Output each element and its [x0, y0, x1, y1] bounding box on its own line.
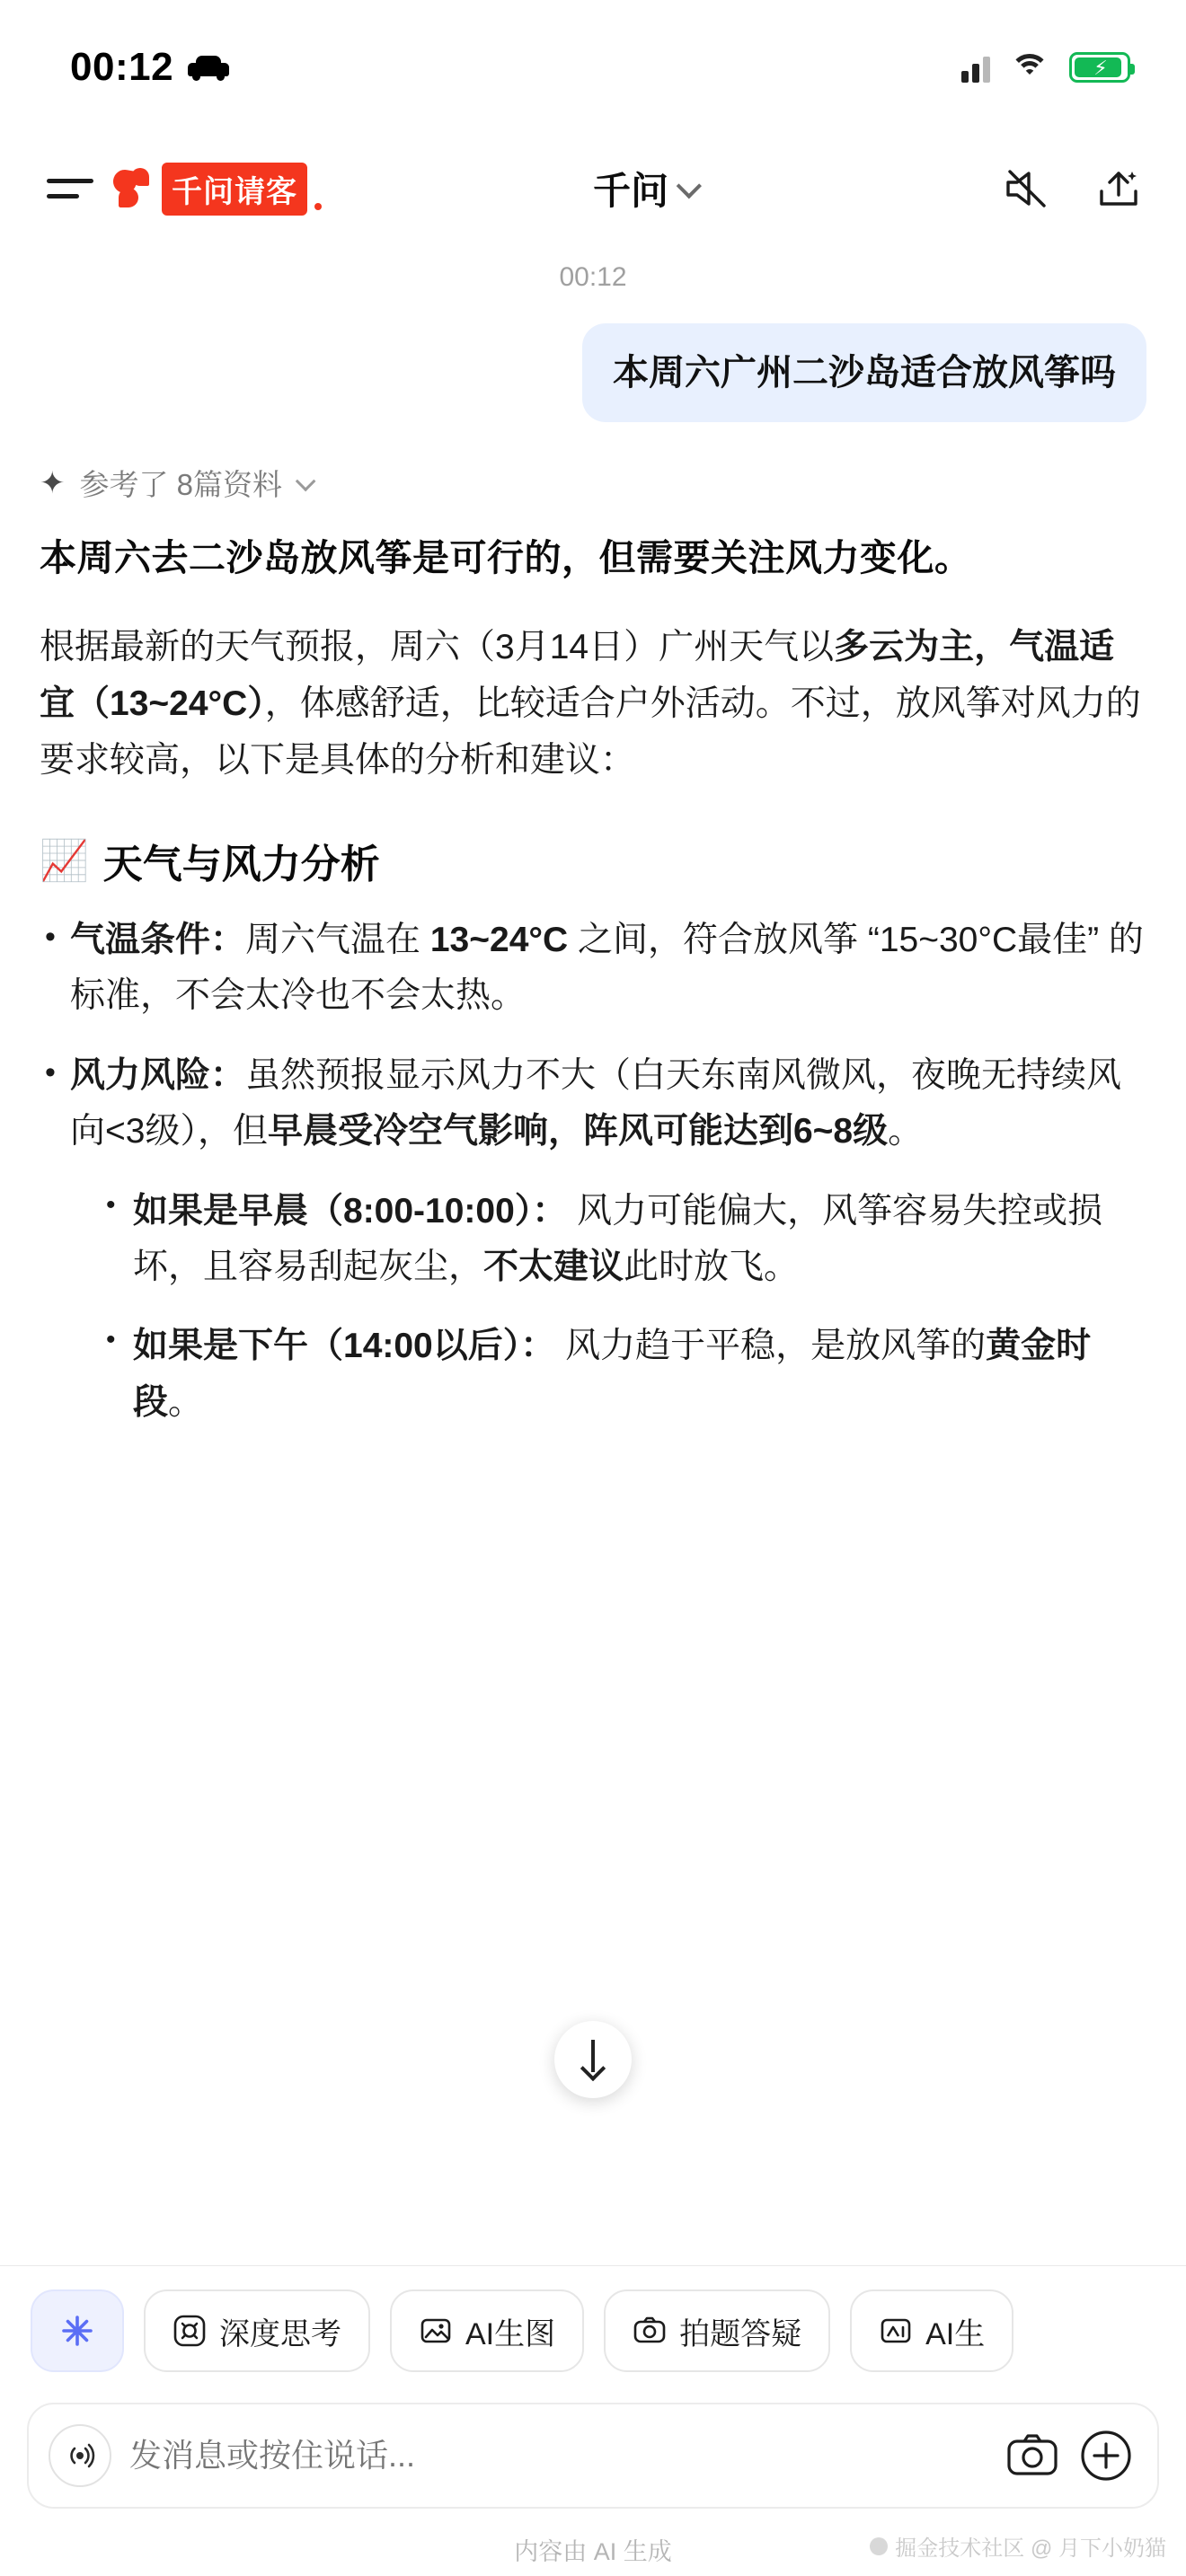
- answer-bullet-list: [40, 913, 1146, 1431]
- chip-label: AI生: [925, 2316, 986, 2351]
- paragraph-text-a: 根据最新的天气预报，周六（3月14日）广州天气以: [40, 627, 835, 666]
- title-dropdown[interactable]: [286, 162, 1003, 216]
- sub-bold-a: 如果是早晨（8:00-10:00）：: [133, 1191, 568, 1231]
- ai-icon: [879, 2314, 913, 2348]
- answer-sub-list: [70, 1184, 1146, 1432]
- message-composer: [27, 2403, 1159, 2509]
- battery-charging-icon: ⚡: [1069, 52, 1130, 83]
- voice-wave-icon[interactable]: [49, 2424, 111, 2487]
- brand-mark-icon: [113, 168, 155, 209]
- answer-paragraph-1: [40, 619, 1146, 790]
- sub-text-b: 风力趋于平稳，是放风筝的: [555, 1327, 987, 1366]
- section-title: 天气与风力分析: [102, 842, 380, 887]
- status-bar: [0, 0, 1186, 135]
- sub-text-d: 此时放飞。: [624, 1247, 800, 1286]
- message-input[interactable]: [129, 2437, 987, 2475]
- chip-deep-think[interactable]: [144, 2289, 370, 2372]
- mute-icon[interactable]: [1003, 164, 1051, 213]
- car-icon: [188, 54, 229, 81]
- sub-text-b: 风力可能偏大，风筝容易失控或损坏，且容易刮起灰尘，: [133, 1191, 1103, 1286]
- share-up-icon[interactable]: [1094, 164, 1143, 213]
- status-bar-left: [70, 45, 229, 90]
- message-timestamp: 00:12: [559, 262, 627, 292]
- conversation: [0, 262, 1186, 1431]
- sub-bold-a: 如果是下午（14:00以后）：: [133, 1327, 556, 1366]
- brand-name: 千问请客: [162, 163, 307, 216]
- list-item: [102, 1184, 1146, 1296]
- arrow-down-icon: [578, 2040, 608, 2079]
- app-bar-actions: [1003, 164, 1143, 213]
- user-message-row: [40, 323, 1146, 422]
- sub-text-d: 。: [168, 1382, 204, 1422]
- bottom-bar: [0, 2258, 1186, 2576]
- bullet-text-c: 。: [888, 1112, 924, 1151]
- reference-summary[interactable]: [40, 462, 1146, 504]
- chip-label: 深度思考: [219, 2316, 341, 2351]
- chip-ai-image[interactable]: [390, 2289, 584, 2372]
- chevron-down-icon: [296, 471, 316, 491]
- sparkle-star-icon: [60, 2314, 94, 2348]
- bullet-text-bold: 13~24°C: [429, 921, 569, 960]
- sparkle-icon: ✦: [40, 465, 66, 500]
- watermark: [870, 2530, 1166, 2562]
- list-item: [40, 1048, 1146, 1431]
- scroll-to-bottom-button[interactable]: [554, 2021, 632, 2098]
- reference-label: 参考了 8篇资料: [79, 468, 283, 501]
- bullet-text-a: 虽然预报显示风力不大（白天东南风微风，夜晚无持续风向<3级），但: [70, 1055, 1122, 1151]
- deep-think-icon: [173, 2314, 207, 2348]
- camera-solve-icon: [633, 2314, 667, 2348]
- status-bar-right: [961, 52, 1130, 83]
- camera-icon[interactable]: [1005, 2428, 1060, 2483]
- chevron-down-icon: [677, 173, 702, 198]
- bullet-title: 风力风险：: [70, 1055, 246, 1095]
- watermark-text: 掘金技术社区 @ 月下小奶猫: [895, 2536, 1166, 2561]
- ai-image-icon: [419, 2314, 453, 2348]
- sub-bold-c: 不太建议: [483, 1247, 624, 1286]
- answer-lead: 本周六去二沙岛放风筝是可行的，但需要关注风力变化。: [40, 537, 972, 578]
- user-message-bubble[interactable]: 本周六广州二沙岛适合放风筝吗: [582, 323, 1146, 422]
- bullet-text-bold: 早晨受冷空气影响，阵风可能达到6~8级: [267, 1112, 889, 1151]
- chip-label: 拍题答疑: [679, 2316, 802, 2351]
- paragraph-text-b: 多云为主，气温适宜（13~24°C）: [40, 627, 1115, 723]
- chip-photo-solve[interactable]: [604, 2289, 830, 2372]
- section-heading: [40, 832, 1146, 889]
- wifi-icon: [1010, 52, 1049, 83]
- ai-disclaimer: 内容由 AI 生成: [514, 2538, 672, 2565]
- hamburger-menu-icon[interactable]: [47, 173, 93, 204]
- bullet-text-c: 之间，符合放风筝 “15~30°C最佳” 的标准，不会太冷也不会太热。: [70, 921, 1144, 1016]
- bullet-text-a: 周六气温在: [245, 921, 430, 960]
- cellular-signal-icon: [961, 52, 990, 83]
- list-item: [40, 913, 1146, 1025]
- chip-label: AI生图: [465, 2316, 556, 2351]
- app-bar: [0, 135, 1186, 243]
- watermark-avatar-icon: [870, 2537, 888, 2555]
- status-time: 00:12: [70, 45, 174, 89]
- page-title: 千问: [592, 170, 668, 212]
- paragraph-text-c: ，体感舒适，比较适合户外活动。不过，放风筝对风力的要求较高，以下是具体的分析和建议：: [40, 684, 1141, 780]
- sub-bold-c: 黄金时段: [133, 1327, 1092, 1422]
- bullet-title: 气温条件：: [70, 921, 246, 960]
- list-item: [102, 1319, 1146, 1431]
- chip-ai-more[interactable]: [850, 2289, 1013, 2372]
- plus-circle-icon[interactable]: [1078, 2428, 1134, 2483]
- sparkle-star-chip[interactable]: [31, 2289, 124, 2372]
- chart-increasing-icon: 📈: [40, 839, 89, 884]
- quick-action-chips: [0, 2266, 1186, 2392]
